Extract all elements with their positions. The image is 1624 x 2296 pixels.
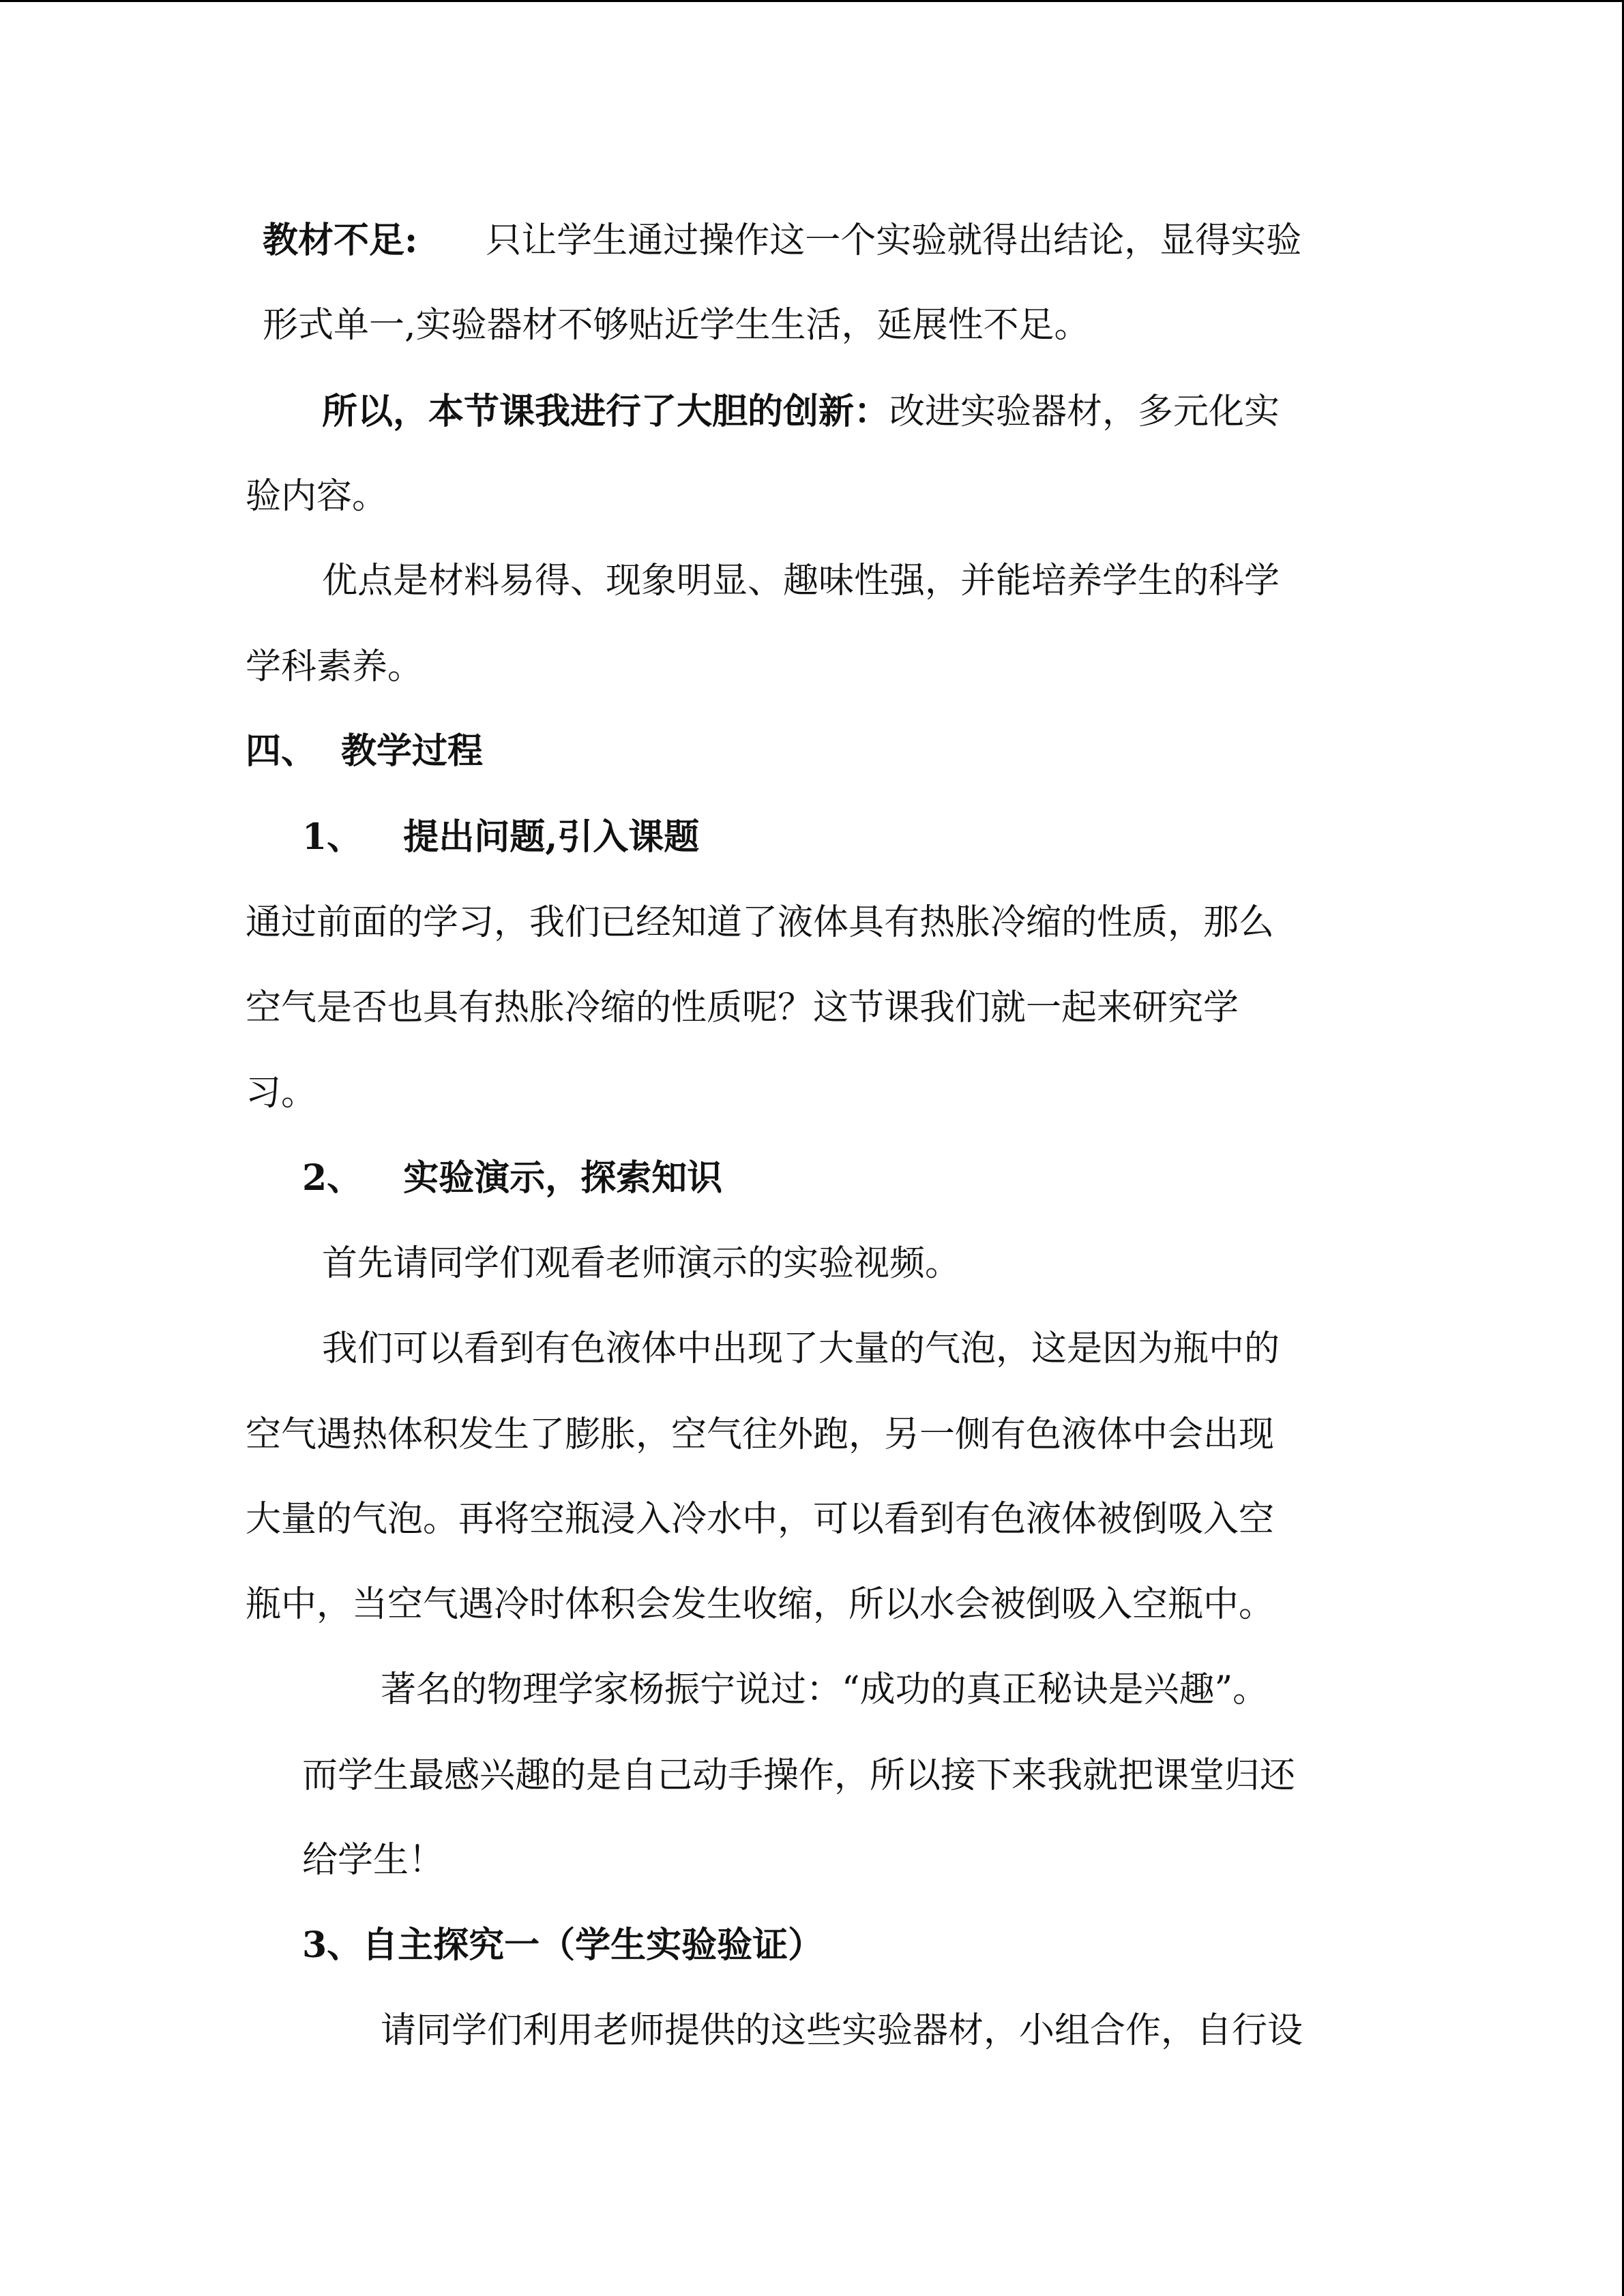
paragraph-line: 优点是材料易得、现象明显、趣味性强，并能培养学生的科学: [322, 561, 1280, 601]
paragraph-line: 习。: [246, 1073, 317, 1114]
paragraph-line: 我们可以看到有色液体中出现了大量的气泡，这是因为瓶中的: [322, 1328, 1280, 1369]
paragraph-line: 所以，本节课我进行了大胆的创新：改进实验器材，多元化实: [322, 391, 1280, 432]
subsection-heading: 1、 提出问题,引入课题: [302, 816, 700, 858]
paragraph-line: 大量的气泡。再将空瓶浸入冷水中，可以看到有色液体被倒吸入空: [246, 1499, 1275, 1540]
paragraph-line: 形式单一,实验器材不够贴近学生生活，延展性不足。: [263, 305, 1090, 346]
section-heading: 四、 教学过程: [246, 730, 484, 772]
paragraph-line: 空气遇热体积发生了膨胀，空气往外跑，另一侧有色液体中会出现: [246, 1414, 1275, 1455]
paragraph-line: 通过前面的学习，我们已经知道了液体具有热胀冷缩的性质，那么: [246, 902, 1275, 943]
paragraph-line: 给学生！: [302, 1840, 445, 1881]
paragraph-line: 首先请同学们观看老师演示的实验视频。: [322, 1243, 961, 1284]
paragraph-line: 瓶中，当空气遇冷时体积会发生收缩，所以水会被倒吸入空瓶中。: [246, 1584, 1275, 1625]
paragraph-line: 学科素养。: [246, 646, 424, 687]
paragraph-line: 验内容。: [246, 476, 388, 517]
paragraph-line: 而学生最感兴趣的是自己动手操作，所以接下来我就把课堂归还: [302, 1755, 1296, 1796]
label-textbook-shortcoming: 教材不足:: [263, 220, 418, 261]
paragraph-line: 空气是否也具有热胀冷缩的性质呢？这节课我们就一起来研究学: [246, 987, 1239, 1028]
paragraph-line: 教材不足: 只让学生通过操作这一个实验就得出结论，显得实验: [263, 220, 1302, 261]
paragraph-line: 请同学们利用老师提供的这些实验器材，小组合作，自行设: [381, 2010, 1303, 2051]
subsection-heading: 3、自主探究一（学生实验验证）: [302, 1924, 824, 1966]
bold-phrase: 所以，本节课我进行了大胆的创新：: [322, 391, 890, 432]
subsection-heading: 2、 实验演示，探索知识: [302, 1157, 723, 1199]
paragraph-line: 著名的物理学家杨振宁说过：“成功的真正秘诀是兴趣”。: [381, 1669, 1269, 1710]
